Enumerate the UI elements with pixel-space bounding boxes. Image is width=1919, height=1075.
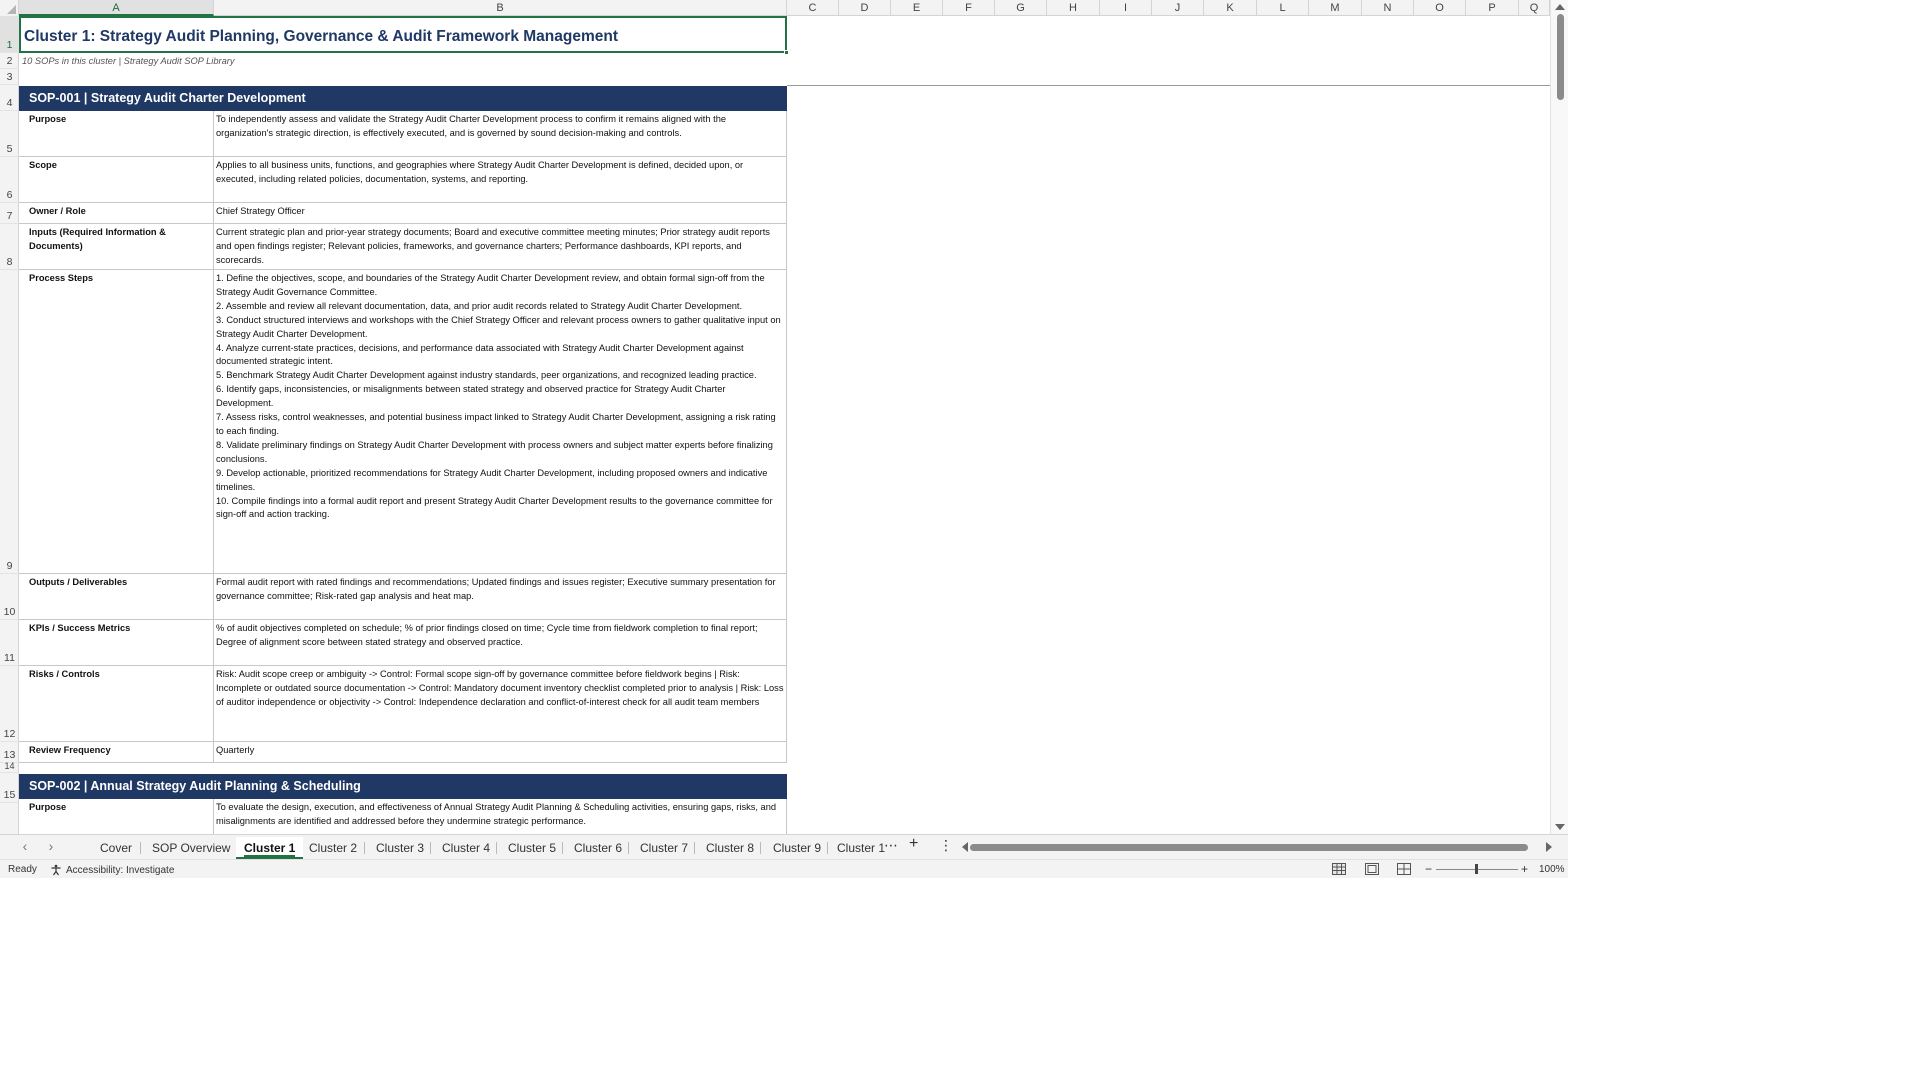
scroll-up-icon[interactable]	[1555, 4, 1565, 10]
row-header-3[interactable]: 3	[0, 69, 19, 85]
page-break-preview-icon[interactable]	[1396, 862, 1412, 876]
column-header-c[interactable]: C	[787, 0, 839, 16]
horizontal-scrollbar[interactable]	[962, 841, 1552, 853]
row-header-1[interactable]: 1	[0, 16, 19, 53]
sop-row-value[interactable]: 1. Define the objectives, scope, and boundaries of the Strategy Audit Charter Development review, and obtain formal sign-off from the Strategy Audit Governance Committee. 2. Assemble and review all relevant documentation, data, and prior audit records related to Strategy Audit Charter Development. 3. Conduct structured interviews and workshops with the Chief Strategy Officer and relevant process owners to gather qualitative input on Strategy Audit Charter Development. 4. Analyze current-state practices, decisions, and performance data associated with Strategy Audit Charter Development against documented strategic intent. 5. Benchmark Strategy Audit Charter Development against industry standards, peer organizations, and recognized leading practice. 6. Identify gaps, inconsistencies, or misalignments between stated strategy and observed practice for Strategy Audit Charter Development. 7. Assess risks, control weaknesses, and potential business impact linked to Strategy Audit Charter Development, assigning a risk rating to each finding. 8. Validate preliminary findings on Strategy Audit Charter Development with process owners and subject matter experts before finalizing conclusions. 9. Develop actionable, prioritized recommendations for Strategy Audit Charter Development, including proposed owners and indicative timelines. 10. Compile findings into a formal audit report and present Strategy Audit Charter Development results to the governance committee for sign-off and action tracking.	[214, 270, 787, 574]
sop-row-value[interactable]: Formal audit report with rated findings and recommendations; Updated findings and issues register; Executive summary presentation for governance committee; Risk-rated gap analysis and heat map.	[214, 574, 787, 620]
scroll-down-icon[interactable]	[1555, 824, 1565, 830]
sop-row-label[interactable]: Risks / Controls	[19, 666, 214, 742]
row-header-bar	[0, 16, 19, 834]
vertical-scroll-thumb[interactable]	[1557, 14, 1564, 100]
page-layout-icon[interactable]	[1364, 862, 1380, 876]
tab-separator	[364, 842, 365, 854]
zoom-level[interactable]: 100%	[1539, 864, 1565, 875]
row-header-2[interactable]: 2	[0, 53, 19, 69]
column-header-o[interactable]: O	[1414, 0, 1466, 16]
sop-row-value[interactable]: Quarterly	[214, 742, 787, 763]
normal-view-icon[interactable]	[1331, 862, 1347, 876]
select-all-corner[interactable]	[0, 0, 19, 16]
sheet-tab-cluster-2[interactable]: Cluster 2	[309, 841, 358, 855]
sheet-tab-cluster-1-label: Cluster 1	[244, 841, 296, 855]
column-header-m[interactable]: M	[1309, 0, 1362, 16]
sop-row-label[interactable]: KPIs / Success Metrics	[19, 620, 214, 666]
sop-row-label[interactable]: Outputs / Deliverables	[19, 574, 214, 620]
tab-separator	[628, 842, 629, 854]
zoom-in-icon[interactable]: +	[1521, 862, 1529, 876]
column-header-j[interactable]: J	[1152, 0, 1204, 16]
fill-handle[interactable]	[784, 50, 789, 55]
sheet-tab-cluster-7[interactable]: Cluster 7	[640, 841, 689, 855]
row-header-8[interactable]: 8	[0, 224, 19, 270]
sheet-tab-cluster-6[interactable]: Cluster 6	[574, 841, 623, 855]
column-header-g[interactable]: G	[995, 0, 1047, 16]
status-ready: Ready	[8, 864, 37, 875]
more-sheets-icon[interactable]: ⋯	[884, 837, 898, 853]
row-header-12[interactable]: 12	[0, 666, 19, 742]
sop-row-value[interactable]: % of audit objectives completed on schedule; % of prior findings closed on time; Cycle time from fieldwork completion to final report; Degree of alignment score between stated strategy and observed practice.	[214, 620, 787, 666]
options-icon[interactable]: ⋮	[939, 837, 953, 853]
row-header-14[interactable]: 14	[0, 763, 19, 773]
tab-separator	[430, 842, 431, 854]
sop-row-value[interactable]: Applies to all business units, functions, and geographies where Strategy Audit Charter Development is defined, decided upon, or executed, including related policies, documentation, systems, and reporting.	[214, 157, 787, 203]
cluster-title[interactable]: Cluster 1: Strategy Audit Planning, Governance & Audit Framework Management	[19, 16, 787, 53]
worksheet-grid[interactable]	[19, 16, 1550, 834]
sop-row-label[interactable]: Process Steps	[19, 270, 214, 574]
sheet-tab-cluster-9[interactable]: Cluster 9	[773, 841, 822, 855]
row-header-7[interactable]: 7	[0, 203, 19, 224]
row-header-5[interactable]: 5	[0, 111, 19, 157]
divider-line	[787, 85, 1550, 86]
sop-row-label[interactable]: Inputs (Required Information & Documents)	[19, 224, 214, 270]
sheet-tab-cluster-3[interactable]: Cluster 3	[376, 841, 425, 855]
tab-separator	[496, 842, 497, 854]
column-header-h[interactable]: H	[1047, 0, 1100, 16]
row-header-11[interactable]: 11	[0, 620, 19, 666]
column-header-q[interactable]: Q	[1519, 0, 1550, 16]
sop-row-value[interactable]: To independently assess and validate the Strategy Audit Charter Development process to confirm it remains aligned with the organization's strategic direction, is effectively executed, and is governed by sound decision-making and controls.	[214, 111, 787, 157]
column-header-bar	[0, 0, 1568, 16]
tab-separator	[827, 842, 828, 854]
column-header-n[interactable]: N	[1362, 0, 1414, 16]
next-sheet-icon[interactable]: ›	[48, 838, 54, 854]
sop-header[interactable]: SOP-001 | Strategy Audit Charter Development	[19, 86, 787, 111]
tab-separator	[760, 842, 761, 854]
column-header-d[interactable]: D	[839, 0, 891, 16]
sop-row-value[interactable]: Current strategic plan and prior-year strategy documents; Board and executive committee meeting minutes; Prior strategy audit reports and open findings register; Relevant policies, frameworks, and governance charters; Performance dashboards, KPI reports, and scorecards.	[214, 224, 787, 270]
prev-sheet-icon[interactable]: ‹	[22, 838, 28, 854]
cluster-subtitle[interactable]: 10 SOPs in this cluster | Strategy Audit SOP Library	[22, 56, 235, 66]
sop-header[interactable]: SOP-002 | Annual Strategy Audit Planning & Scheduling	[19, 774, 787, 799]
column-header-l[interactable]: L	[1257, 0, 1309, 16]
sop-row-label[interactable]: Review Frequency	[19, 742, 214, 763]
tab-separator	[562, 842, 563, 854]
add-sheet-icon[interactable]: +	[909, 835, 919, 852]
tab-separator	[140, 842, 141, 854]
row-header-10[interactable]: 10	[0, 574, 19, 620]
column-header-f[interactable]: F	[943, 0, 995, 16]
sheet-tab-cluster-10[interactable]: Cluster 1	[837, 841, 886, 855]
row-header-4[interactable]: 4	[0, 85, 19, 111]
column-header-a[interactable]: A	[19, 0, 214, 16]
scroll-left-icon[interactable]	[962, 842, 968, 852]
sheet-tab-cluster-1[interactable]	[236, 837, 303, 859]
sop-row-value[interactable]: Chief Strategy Officer	[214, 203, 787, 224]
sop-row-label[interactable]: Purpose	[19, 799, 214, 845]
column-header-b[interactable]: B	[214, 0, 787, 16]
column-header-p[interactable]: P	[1466, 0, 1519, 16]
accessibility-icon	[50, 864, 62, 876]
horizontal-scroll-thumb[interactable]	[970, 844, 1528, 851]
accessibility-button[interactable]	[50, 864, 174, 876]
vertical-scrollbar[interactable]	[1550, 0, 1568, 834]
row-header-9[interactable]: 9	[0, 270, 19, 574]
sheet-tab-cover[interactable]: Cover	[100, 841, 133, 855]
sop-row-value[interactable]: Risk: Audit scope creep or ambiguity -> Control: Formal scope sign-off by governance committee before fieldwork begins | Risk: Incomplete or outdated source documentation -> Control: Mandatory document inventory checklist completed prior to analysis | Risk: Loss of auditor independence or objectivity -> Control: Independence declaration and conflict-of-interest check for all audit team members	[214, 666, 787, 742]
zoom-out-icon[interactable]: −	[1425, 862, 1433, 876]
scroll-right-icon[interactable]	[1546, 842, 1552, 852]
column-header-k[interactable]: K	[1204, 0, 1257, 16]
sheet-tab-cluster-4[interactable]: Cluster 4	[442, 841, 491, 855]
sop-row-label[interactable]: Purpose	[19, 111, 214, 157]
sop-row-label[interactable]: Owner / Role	[19, 203, 214, 224]
tab-separator	[694, 842, 695, 854]
zoom-slider-knob[interactable]	[1475, 864, 1478, 874]
sheet-tab-cluster-5[interactable]: Cluster 5	[508, 841, 557, 855]
sheet-tab-cluster-8[interactable]: Cluster 8	[706, 841, 755, 855]
column-header-e[interactable]: E	[891, 0, 943, 16]
row-header-13[interactable]: 13	[0, 742, 19, 763]
status-bar	[0, 859, 1568, 878]
sheet-tabs-bar	[0, 834, 1568, 859]
row-header-6[interactable]: 6	[0, 157, 19, 203]
row-header-15[interactable]: 15	[0, 773, 19, 803]
accessibility-label: Accessibility: Investigate	[66, 864, 175, 876]
column-header-i[interactable]: I	[1100, 0, 1152, 16]
sheet-tab-sop-overview[interactable]: SOP Overview	[152, 841, 231, 855]
sop-row-label[interactable]: Scope	[19, 157, 214, 203]
sop-row-value[interactable]: To evaluate the design, execution, and effectiveness of Annual Strategy Audit Planning & Scheduling activities, ensuring gaps, risks, and misalignments are identified and addressed before they undermine strategic performance.	[214, 799, 787, 845]
